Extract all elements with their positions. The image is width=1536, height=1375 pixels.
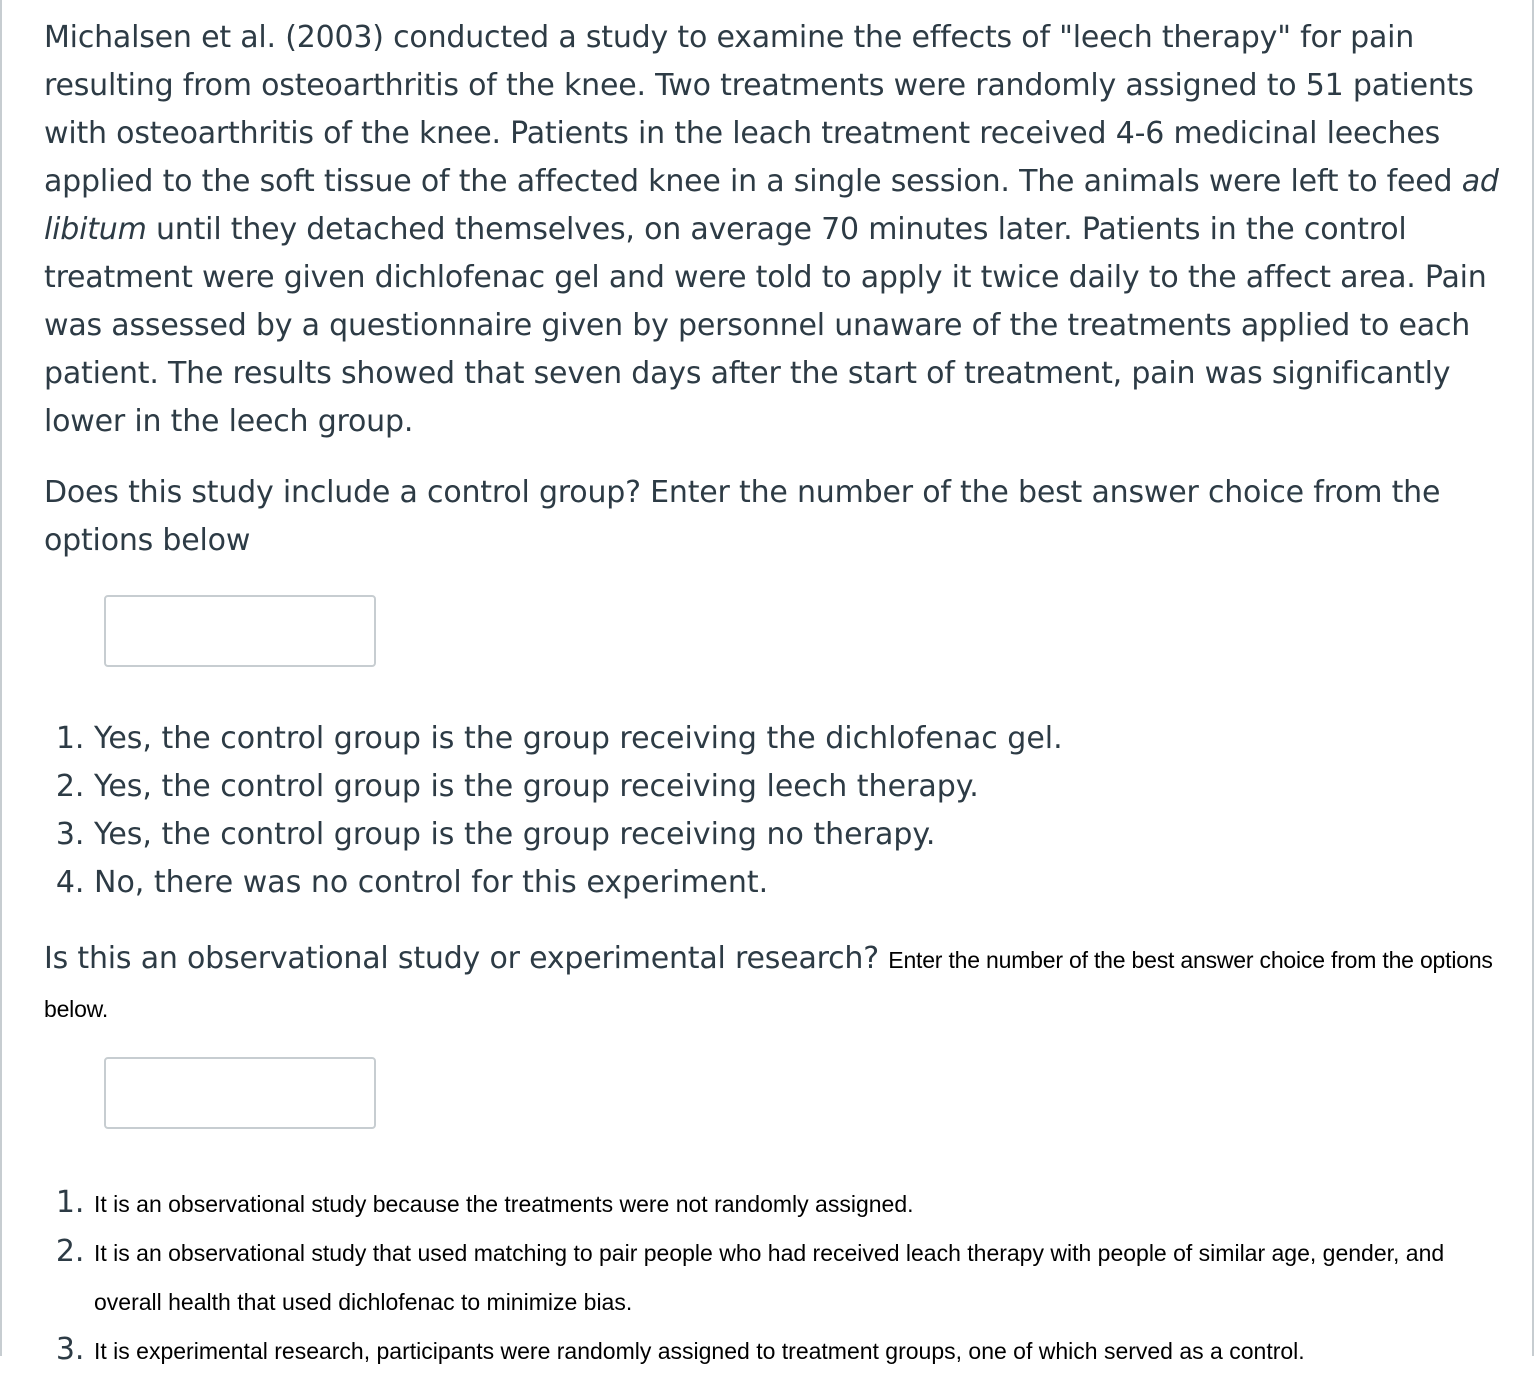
question2-option-2 <box>94 1228 1500 1326</box>
question2-prompt-small: Enter the number of the best answer choice from the options below. <box>44 947 1493 1022</box>
question2-option-1-text: It is an observational study because the treatments were not randomly assigned. <box>94 1191 914 1217</box>
question1-option-2: 2. Yes, the control group is the group receiving leech therapy. <box>94 763 1500 811</box>
study-passage <box>44 14 1500 446</box>
question2-option-3-text: It is experimental research, participants were randomly assigned to treatment groups, one of which served as a control. <box>94 1338 1305 1364</box>
question2-prompt-large: Is this an observational study or experimental research? <box>44 941 879 976</box>
question2-prompt <box>44 935 1500 1033</box>
question1-prompt: Does this study include a control group? Enter the number of the best answer choice from the options below <box>44 475 1441 558</box>
question2-options <box>44 1179 1500 1375</box>
question1-option-1: 1. Yes, the control group is the group receiving the dichlofenac gel. <box>94 715 1500 763</box>
question1-options <box>44 715 1500 907</box>
question-content <box>44 14 1500 1375</box>
question2-option-2-text: It is an observational study that used matching to pair people who had received leach therapy with people of similar age, gender, and overall health that used dichlofenac to minimize bias. <box>94 1240 1445 1315</box>
question1-option-4: 4. No, there was no control for this experiment. <box>94 859 1500 907</box>
question2-option-1 <box>94 1179 1500 1228</box>
passage-italic-term: ad libitum <box>44 164 1499 247</box>
question2-answer-input[interactable] <box>104 1057 376 1129</box>
question1-option-3: 3. Yes, the control group is the group receiving no therapy. <box>94 811 1500 859</box>
question2-option-3 <box>94 1326 1500 1375</box>
passage-text-1: Michalsen et al. (2003) conducted a study to examine the effects of "leech therapy" for pain resulting from osteoarthritis of the knee. Two treatments were randomly assigned to 51 patients with osteoarthritis of the knee. Patients in the leach treatment received 4-6 medicinal leeches applied to the soft tissue of the affected knee in a single session. The animals were left to feed <box>44 20 1474 199</box>
passage-text-2: until they detached themselves, on average 70 minutes later. Patients in the control treatment were given dichlofenac gel and were told to apply it twice daily to the affect area. Pain was assessed by a questionnaire given by personnel unaware of the treatments applied to each patient. The results showed that seven days after the start of treatment, pain was significantly lower in the leech group. <box>44 212 1487 439</box>
question1-answer-input[interactable] <box>104 595 376 667</box>
